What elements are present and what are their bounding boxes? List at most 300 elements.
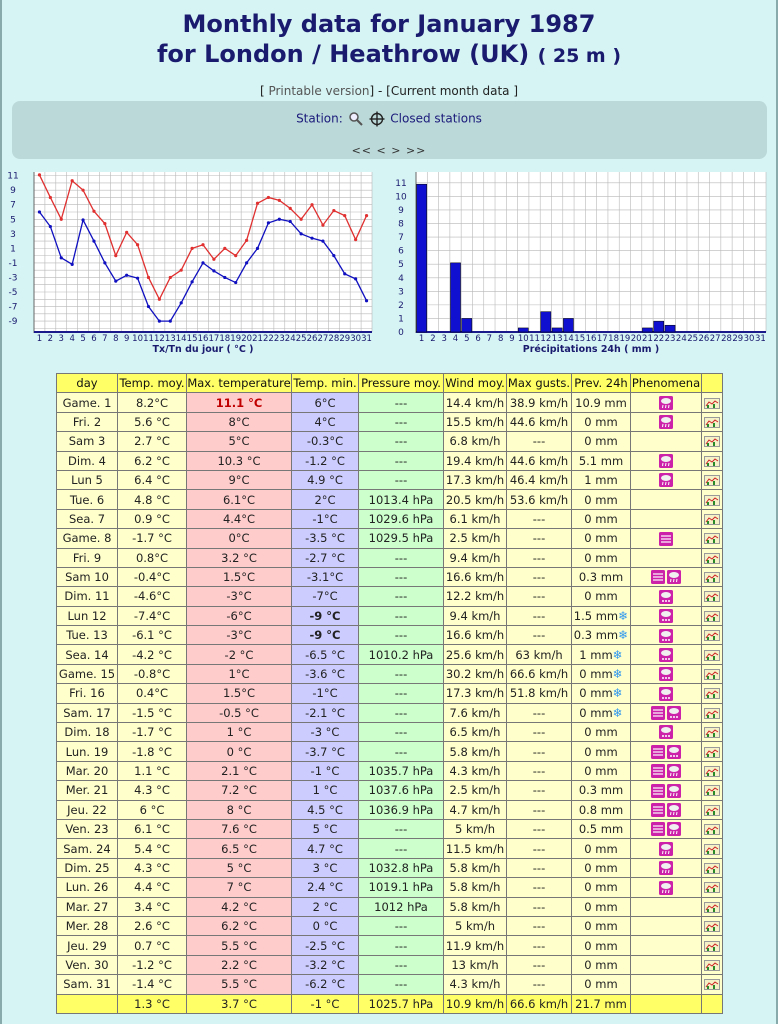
table-row (57, 567, 723, 586)
temp-max-cell: 10.3 °C (187, 451, 292, 470)
rain-icon (659, 396, 673, 410)
temp-avg-cell: -1.5 °C (118, 703, 187, 722)
x-tick-label: 17 (596, 334, 608, 344)
temp-min-cell: 2.4 °C (292, 878, 359, 897)
day-cell[interactable]: Mar. 27 (57, 897, 118, 916)
pressure-cell: --- (359, 567, 444, 586)
precip-value: 0.3 mm (578, 783, 624, 798)
max-temp-point (223, 247, 226, 250)
temp-min-cell: -2.5 °C (292, 936, 359, 955)
pressure-cell: --- (359, 664, 444, 683)
gust-cell: --- (507, 858, 572, 877)
precip-value: 0 mm (584, 511, 618, 526)
column-header: Phenomena (631, 374, 702, 393)
day-graph-cell[interactable] (702, 432, 723, 451)
rain-icon (659, 473, 673, 487)
total-cell (57, 994, 118, 1013)
day-cell[interactable]: Game. 15 (57, 664, 118, 683)
phenomena-cell (631, 955, 702, 974)
precip-cell (572, 451, 631, 470)
day-graph-cell[interactable] (702, 936, 723, 955)
phenomena-cell (631, 703, 702, 722)
max-temp-point (114, 254, 117, 257)
temp-max-cell: 7.6 °C (187, 819, 292, 838)
graph-icon[interactable] (704, 630, 720, 641)
temp-max-cell: 1.5°C (187, 567, 292, 586)
day-cell[interactable]: Sam. 17 (57, 703, 118, 722)
day-graph-cell[interactable] (702, 703, 723, 722)
precip-bar (563, 318, 573, 332)
graph-icon[interactable] (704, 941, 720, 952)
precip-cell (572, 412, 631, 431)
x-tick-label: 2 (430, 334, 436, 344)
graph-icon[interactable] (704, 882, 720, 893)
snowflake-icon: ❄ (618, 628, 629, 643)
plot-area (34, 172, 372, 332)
min-temp-point (343, 272, 346, 275)
pressure-cell: --- (359, 548, 444, 567)
x-tick-label: 30 (350, 334, 362, 344)
day-graph-cell[interactable] (702, 529, 723, 548)
table-row (57, 742, 723, 761)
gust-cell: 51.8 km/h (507, 684, 572, 703)
precip-cell (572, 529, 631, 548)
total-cell: 1025.7 hPa (359, 994, 444, 1013)
current-month-link[interactable]: Current month data (390, 84, 510, 98)
day-graph-cell[interactable] (702, 800, 723, 819)
temp-max-cell: 1.5°C (187, 684, 292, 703)
x-tick-label: 13 (164, 334, 176, 344)
column-header: Max. temperature (187, 374, 292, 393)
day-cell[interactable]: Sea. 7 (57, 509, 118, 528)
pressure-cell: --- (359, 936, 444, 955)
day-cell[interactable]: Jeu. 29 (57, 936, 118, 955)
graph-icon[interactable] (704, 669, 720, 680)
snowflake-icon: ❄ (618, 608, 629, 623)
max-temp-point (354, 238, 357, 241)
y-tick-label: 1 (398, 314, 404, 325)
temp-avg-cell: 4.3 °C (118, 858, 187, 877)
precip-bar (552, 328, 562, 332)
pressure-cell: 1013.4 hPa (359, 490, 444, 509)
precip-value: 5.1 mm (578, 453, 624, 468)
precip-cell (572, 955, 631, 974)
snow-icon (659, 687, 673, 701)
rain-icon (659, 861, 673, 875)
temp-avg-cell: -0.8°C (118, 664, 187, 683)
pressure-cell: --- (359, 955, 444, 974)
max-temp-point (103, 222, 106, 225)
graph-icon[interactable] (704, 591, 720, 602)
fog-icon (659, 532, 673, 546)
rain-icon (667, 822, 681, 836)
table-row (57, 684, 723, 703)
pressure-cell: --- (359, 432, 444, 451)
temp-max-cell: 7.2 °C (187, 781, 292, 800)
gust-cell: --- (507, 567, 572, 586)
table-row (57, 587, 723, 606)
phenomena-cell (631, 606, 702, 625)
graph-icon[interactable] (704, 436, 720, 447)
x-tick-label: 3 (441, 334, 447, 344)
day-graph-cell[interactable] (702, 587, 723, 606)
temp-min-cell: -9 °C (292, 626, 359, 645)
day-graph-cell[interactable] (702, 819, 723, 838)
phenomena-cell (631, 897, 702, 916)
gust-cell: 53.6 km/h (507, 490, 572, 509)
x-tick-label: 29 (339, 334, 351, 344)
temp-min-cell: 4.5 °C (292, 800, 359, 819)
graph-icon[interactable] (704, 805, 720, 816)
day-cell[interactable]: Mer. 28 (57, 916, 118, 935)
day-graph-cell[interactable] (702, 645, 723, 664)
wind-cell: 30.2 km/h (444, 664, 507, 683)
day-cell[interactable]: Ven. 23 (57, 819, 118, 838)
graph-icon[interactable] (704, 727, 720, 738)
x-tick-label: 20 (241, 334, 253, 344)
graph-icon[interactable] (704, 533, 720, 544)
graph-icon[interactable] (704, 553, 720, 564)
x-tick-label: 26 (698, 334, 710, 344)
table-row (57, 839, 723, 858)
y-tick-label: 6 (398, 246, 404, 257)
graph-icon[interactable] (704, 572, 720, 583)
day-graph-cell[interactable] (702, 839, 723, 858)
precip-cell (572, 606, 631, 625)
day-cell[interactable]: Mer. 21 (57, 781, 118, 800)
phenomena-cell (631, 742, 702, 761)
x-tick-label: 11 (529, 334, 540, 344)
day-cell[interactable]: Ven. 30 (57, 955, 118, 974)
y-tick-label: 5 (10, 215, 16, 226)
precip-cell (572, 916, 631, 935)
precip-bar (642, 328, 652, 332)
day-cell[interactable]: Jeu. 22 (57, 800, 118, 819)
x-tick-label: 29 (732, 334, 744, 344)
x-tick-label: 1 (418, 334, 425, 344)
phenomena-cell (631, 509, 702, 528)
pressure-cell: 1036.9 hPa (359, 800, 444, 819)
graph-icon[interactable] (704, 708, 720, 719)
table-row (57, 819, 723, 838)
day-graph-cell[interactable] (702, 626, 723, 645)
precip-value: 0 mm (584, 764, 618, 778)
x-tick-label: 28 (328, 334, 340, 344)
wind-cell: 5.8 km/h (444, 858, 507, 877)
day-cell[interactable]: Mar. 20 (57, 761, 118, 780)
graph-icon[interactable] (704, 688, 720, 699)
station-name: for London / Heathrow (UK) (156, 40, 530, 68)
day-cell[interactable]: Sam 10 (57, 567, 118, 586)
day-graph-cell[interactable] (702, 723, 723, 742)
search-icon[interactable] (348, 111, 364, 127)
temp-max-cell: 5 °C (187, 858, 292, 877)
day-cell[interactable]: Dim. 4 (57, 451, 118, 470)
table-row (57, 723, 723, 742)
gust-cell: --- (507, 626, 572, 645)
day-cell[interactable]: Game. 1 (57, 393, 118, 412)
day-graph-cell[interactable] (702, 858, 723, 877)
min-temp-point (158, 319, 161, 322)
day-graph-cell[interactable] (702, 878, 723, 897)
day-graph-cell[interactable] (702, 509, 723, 528)
graph-icon[interactable] (704, 960, 720, 971)
column-header: Temp. min. (292, 374, 359, 393)
day-graph-cell[interactable] (702, 412, 723, 431)
precip-cell (572, 470, 631, 489)
day-cell[interactable]: Tue. 6 (57, 490, 118, 509)
day-cell[interactable]: Lun. 26 (57, 878, 118, 897)
day-cell[interactable]: Lun. 19 (57, 742, 118, 761)
day-cell[interactable]: Sea. 14 (57, 645, 118, 664)
temp-min-cell: -3 °C (292, 723, 359, 742)
day-graph-cell[interactable] (702, 490, 723, 509)
graph-icon[interactable] (704, 921, 720, 932)
x-tick-label: 22 (653, 334, 665, 344)
y-tick-label: -1 (8, 258, 18, 269)
min-temp-point (136, 277, 139, 280)
column-header: Wind moy. (444, 374, 507, 393)
x-tick-label: 20 (630, 334, 642, 344)
precip-cell (572, 819, 631, 838)
day-cell[interactable]: Sam 3 (57, 432, 118, 451)
min-temp-point (212, 269, 215, 272)
gust-cell: --- (507, 587, 572, 606)
temp-max-cell: 6.5 °C (187, 839, 292, 858)
y-tick-label: 11 (7, 171, 19, 182)
day-graph-cell[interactable] (702, 975, 723, 994)
day-graph-cell[interactable] (702, 470, 723, 489)
phenomena-cell (631, 878, 702, 897)
y-tick-label: 1 (10, 244, 16, 255)
precip-value: 0 mm (584, 725, 618, 740)
day-cell[interactable]: Lun 12 (57, 606, 118, 625)
precip-value: 0 mm (584, 938, 618, 953)
x-tick-label: 11 (143, 334, 154, 344)
phenomena-cell (631, 819, 702, 838)
precip-cell (572, 723, 631, 742)
min-temp-point (245, 261, 248, 264)
x-tick-label: 17 (208, 334, 220, 344)
phenomena-cell (631, 800, 702, 819)
wind-cell: 5.8 km/h (444, 897, 507, 916)
day-cell[interactable]: Dim. 25 (57, 858, 118, 877)
day-graph-cell[interactable] (702, 393, 723, 412)
precip-value: 0 mm (584, 919, 618, 934)
precip-value: 0 mm (584, 841, 618, 856)
temp-avg-cell: -1.7 °C (118, 529, 187, 548)
total-cell (631, 994, 702, 1013)
x-tick-label: 6 (91, 334, 97, 344)
crosshair-icon[interactable] (369, 111, 385, 127)
pressure-cell: --- (359, 451, 444, 470)
day-cell[interactable]: Sam. 31 (57, 975, 118, 994)
temp-min-cell: -1°C (292, 509, 359, 528)
gust-cell: 38.9 km/h (507, 393, 572, 412)
rain-icon (659, 454, 673, 468)
graph-icon[interactable] (704, 902, 720, 913)
precip-value: 1.5 mm (573, 608, 619, 623)
day-graph-cell[interactable] (702, 548, 723, 567)
max-temp-point (234, 254, 237, 257)
precip-cell (572, 664, 631, 683)
max-temp-point (245, 239, 248, 242)
gust-cell: --- (507, 723, 572, 742)
precip-cell (572, 684, 631, 703)
wind-cell: 17.3 km/h (444, 684, 507, 703)
pressure-cell: --- (359, 742, 444, 761)
day-cell[interactable]: Dim. 11 (57, 587, 118, 606)
temp-avg-cell: -1.7 °C (118, 723, 187, 742)
gust-cell: --- (507, 509, 572, 528)
x-tick-label: 12 (153, 334, 165, 344)
x-tick-label: 10 (132, 334, 143, 344)
max-temp-point (321, 223, 324, 226)
day-graph-cell[interactable] (702, 684, 723, 703)
table-row (57, 490, 723, 509)
precip-bar (665, 325, 675, 332)
day-cell[interactable]: Fri. 9 (57, 548, 118, 567)
graph-icon[interactable] (704, 766, 720, 777)
fog-icon (651, 706, 665, 720)
x-tick-label: 21 (642, 334, 653, 344)
day-graph-cell[interactable] (702, 916, 723, 935)
pressure-cell: --- (359, 839, 444, 858)
graph-icon[interactable] (704, 514, 720, 525)
day-graph-cell[interactable] (702, 761, 723, 780)
day-cell[interactable]: Lun 5 (57, 470, 118, 489)
day-graph-cell[interactable] (702, 451, 723, 470)
wind-cell: 9.4 km/h (444, 548, 507, 567)
snow-icon (659, 725, 673, 739)
max-temp-point (365, 214, 368, 217)
x-tick-label: 27 (709, 334, 721, 344)
month-navigation[interactable]: << < > >> (351, 144, 427, 157)
x-tick-label: 15 (574, 334, 586, 344)
y-tick-label: 7 (10, 200, 16, 211)
table-row (57, 432, 723, 451)
max-temp-point (136, 243, 139, 246)
y-tick-label: 3 (10, 229, 16, 240)
graph-icon[interactable] (704, 863, 720, 874)
temp-min-cell: -1 °C (292, 761, 359, 780)
precip-cell (572, 781, 631, 800)
wind-cell: 6.8 km/h (444, 432, 507, 451)
table-row (57, 955, 723, 974)
wind-cell: 6.1 km/h (444, 509, 507, 528)
day-cell[interactable]: Sam. 24 (57, 839, 118, 858)
max-temp-point (71, 179, 74, 182)
gust-cell: 44.6 km/h (507, 412, 572, 431)
gust-cell: --- (507, 916, 572, 935)
x-tick-label: 2 (47, 334, 54, 344)
wind-cell: 2.5 km/h (444, 781, 507, 800)
table-row (57, 664, 723, 683)
graph-icon[interactable] (704, 417, 720, 428)
phenomena-cell (631, 393, 702, 412)
precip-cell (572, 645, 631, 664)
temp-avg-cell: 0.9 °C (118, 509, 187, 528)
table-row (57, 393, 723, 412)
day-cell[interactable]: Game. 8 (57, 529, 118, 548)
precip-value: 0 mm (584, 434, 618, 449)
day-graph-cell[interactable] (702, 664, 723, 683)
temp-min-cell: 4.7 °C (292, 839, 359, 858)
phenomena-cell (631, 975, 702, 994)
temp-avg-cell: 6 °C (118, 800, 187, 819)
precip-cell (572, 936, 631, 955)
min-temp-point (256, 247, 259, 250)
min-temp-point (300, 232, 303, 235)
temp-min-cell: 6°C (292, 393, 359, 412)
graph-icon[interactable] (704, 650, 720, 661)
day-cell[interactable]: Fri. 16 (57, 684, 118, 703)
precip-cell (572, 567, 631, 586)
rain-icon (659, 881, 673, 895)
graph-icon[interactable] (704, 475, 720, 486)
temp-max-cell: 6.1°C (187, 490, 292, 509)
temp-max-cell: -2 °C (187, 645, 292, 664)
wind-cell: 5.8 km/h (444, 878, 507, 897)
gust-cell: 63 km/h (507, 645, 572, 664)
day-graph-cell[interactable] (702, 742, 723, 761)
precip-value: 0.3 mm (578, 570, 624, 585)
table-row (57, 703, 723, 722)
wind-cell: 2.5 km/h (444, 529, 507, 548)
temp-max-cell: 2.2 °C (187, 955, 292, 974)
graph-icon[interactable] (704, 495, 720, 506)
day-graph-cell[interactable] (702, 606, 723, 625)
gust-cell: --- (507, 975, 572, 994)
temp-max-cell: 1 °C (187, 723, 292, 742)
precip-value: 1 mm (584, 473, 618, 488)
temp-max-cell: 4.2 °C (187, 897, 292, 916)
graph-icon[interactable] (704, 456, 720, 467)
day-graph-cell[interactable] (702, 897, 723, 916)
closed-stations-link[interactable]: Closed stations (390, 111, 482, 126)
graph-icon[interactable] (704, 747, 720, 758)
printable-version-link[interactable]: Printable version (268, 84, 370, 98)
temp-max-cell: 0 °C (187, 742, 292, 761)
day-cell[interactable]: Tue. 13 (57, 626, 118, 645)
phenomena-cell (631, 412, 702, 431)
min-temp-point (114, 279, 117, 282)
graph-icon[interactable] (704, 979, 720, 990)
y-tick-label: -9 (8, 317, 18, 328)
phenomena-cell (631, 451, 702, 470)
phenomena-cell (631, 916, 702, 935)
min-temp-point (147, 305, 150, 308)
graph-icon[interactable] (704, 398, 720, 409)
graph-icon[interactable] (704, 824, 720, 835)
graph-icon[interactable] (704, 844, 720, 855)
column-header (702, 374, 723, 393)
max-temp-point (310, 203, 313, 206)
day-graph-cell[interactable] (702, 781, 723, 800)
day-graph-cell[interactable] (702, 567, 723, 586)
day-cell[interactable]: Fri. 2 (57, 412, 118, 431)
column-header: Max gusts. (507, 374, 572, 393)
graph-icon[interactable] (704, 785, 720, 796)
day-graph-cell[interactable] (702, 955, 723, 974)
table-row (57, 470, 723, 489)
y-tick-label: 10 (395, 192, 407, 203)
graph-icon[interactable] (704, 611, 720, 622)
totals-row (57, 994, 723, 1013)
temp-avg-cell: 5.6 °C (118, 412, 187, 431)
column-header: Temp. moy. (118, 374, 187, 393)
day-cell[interactable]: Dim. 18 (57, 723, 118, 742)
